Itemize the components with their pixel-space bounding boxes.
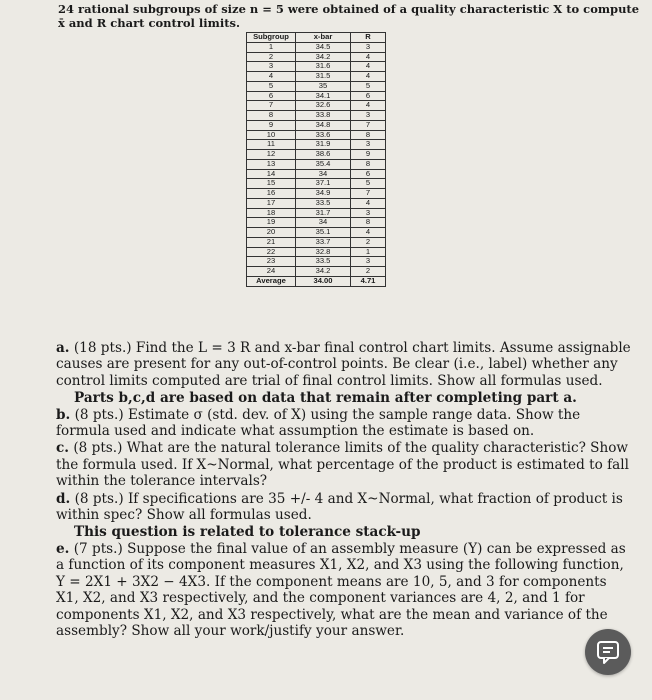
xbar-cell: 31.6 — [296, 62, 351, 72]
table-row — [247, 81, 386, 91]
xbar-cell: 32.8 — [296, 247, 351, 257]
range-cell: 8 — [351, 130, 386, 140]
range-cell: 7 — [351, 120, 386, 130]
question-d-text: (8 pts.) If specifications are 35 +/- 4 and X~Normal, what fraction of product is within spec? Show all formulas used. — [56, 490, 623, 524]
question-list — [56, 340, 632, 640]
range-cell: 3 — [351, 42, 386, 52]
range-cell: 6 — [351, 91, 386, 101]
problem-intro — [58, 2, 640, 30]
subgroup-cell: 16 — [247, 189, 296, 199]
xbar-cell: 32.6 — [296, 101, 351, 111]
subgroup-cell: 5 — [247, 81, 296, 91]
xbar-cell: 34.8 — [296, 120, 351, 130]
subgroup-cell: 12 — [247, 150, 296, 160]
table-row — [247, 198, 386, 208]
table-row — [247, 120, 386, 130]
subgroup-cell: 19 — [247, 218, 296, 228]
range-cell: 5 — [351, 81, 386, 91]
chat-text-icon — [595, 639, 621, 665]
subgroup-cell: 23 — [247, 257, 296, 267]
table-row — [247, 111, 386, 121]
xbar-cell: 35.1 — [296, 228, 351, 238]
table-row — [247, 228, 386, 238]
xbar-cell: 31.5 — [296, 72, 351, 82]
average-range: 4.71 — [351, 276, 386, 286]
table-row — [247, 150, 386, 160]
xbar-cell: 34.2 — [296, 52, 351, 62]
table-row — [247, 159, 386, 169]
question-b-label: b. — [56, 406, 71, 423]
question-e-text: (7 pts.) Suppose the final value of an assembly measure (Y) can be expressed as a function of its component measures X1, X2, and X3 using the following function, Y = 2X1 + 3X2 − 4X3. If the component means are 10, 5, and 3 for components X1, X2, and X3 respectively, and the component variances are 4, 2, and 1 for components X1, X2, and X3 respectively, what are the mean and variance of the assembly? Show all your work/justify your answer. — [56, 540, 626, 639]
subgroup-cell: 1 — [247, 42, 296, 52]
question-b — [56, 407, 632, 440]
xbar-cell: 33.6 — [296, 130, 351, 140]
subgroup-cell: 21 — [247, 237, 296, 247]
range-cell: 3 — [351, 208, 386, 218]
xbar-cell: 33.5 — [296, 198, 351, 208]
table-row — [247, 189, 386, 199]
intro-line-2: x̄ and R chart control limits. — [58, 16, 240, 30]
chat-button[interactable] — [585, 629, 631, 675]
subgroup-cell: 9 — [247, 120, 296, 130]
subgroup-cell: 18 — [247, 208, 296, 218]
xbar-cell: 35.4 — [296, 159, 351, 169]
subgroup-cell: 3 — [247, 62, 296, 72]
xbar-cell: 34.1 — [296, 91, 351, 101]
xbar-cell: 33.5 — [296, 257, 351, 267]
range-cell: 4 — [351, 72, 386, 82]
question-a-text: (18 pts.) Find the L = 3 R and x-bar final control chart limits. Assume assignable causes are present for any out-of-control points. Be clear (i.e., label) whether any control limits computed are trial of final control limits. Show all formulas used. — [56, 340, 631, 389]
question-b-text: (8 pts.) Estimate σ (std. dev. of X) using the sample range data. Show the formula used and indicate what assumption the estimate is based on. — [56, 406, 581, 440]
table-row — [247, 42, 386, 52]
subgroup-cell: 10 — [247, 130, 296, 140]
xbar-cell: 34 — [296, 218, 351, 228]
range-cell: 8 — [351, 159, 386, 169]
range-cell: 4 — [351, 198, 386, 208]
subgroup-cell: 24 — [247, 267, 296, 277]
xbar-cell: 33.8 — [296, 111, 351, 121]
subgroup-cell: 20 — [247, 228, 296, 238]
xbar-cell: 31.7 — [296, 208, 351, 218]
range-cell: 4 — [351, 228, 386, 238]
range-cell: 7 — [351, 189, 386, 199]
question-c-text: (8 pts.) What are the natural tolerance limits of the quality characteristic? Show the formula used. If X~Normal, what percentage of the product is estimated to fall within the tolerance intervals? — [56, 440, 629, 490]
header-range: R — [351, 33, 386, 43]
range-cell: 4 — [351, 52, 386, 62]
xbar-cell: 33.7 — [296, 237, 351, 247]
question-c-label: c. — [56, 440, 70, 457]
xbar-cell: 35 — [296, 81, 351, 91]
range-cell: 6 — [351, 169, 386, 179]
question-a-label: a. — [56, 340, 70, 356]
question-c — [56, 440, 632, 489]
range-cell: 2 — [351, 267, 386, 277]
xbar-cell: 31.9 — [296, 140, 351, 150]
subgroup-data-table — [246, 32, 386, 287]
question-e-label: e. — [56, 540, 70, 557]
header-xbar: x-bar — [296, 33, 351, 43]
subgroup-cell: 6 — [247, 91, 296, 101]
header-subgroup: Subgroup — [247, 33, 296, 43]
range-cell: 5 — [351, 179, 386, 189]
intro-line-1: 24 rational subgroups of size n = 5 were obtained of a quality characteristic X to compute — [58, 2, 640, 16]
xbar-cell: 34.2 — [296, 267, 351, 277]
xbar-cell: 34.5 — [296, 42, 351, 52]
subgroup-cell: 11 — [247, 140, 296, 150]
subgroup-cell: 4 — [247, 72, 296, 82]
section-heading: This question is related to tolerance stack-up — [74, 524, 421, 541]
question-d-label: d. — [56, 490, 71, 507]
table-header-row — [247, 33, 386, 43]
subgroup-cell: 13 — [247, 159, 296, 169]
subgroup-cell: 14 — [247, 169, 296, 179]
table-row — [247, 72, 386, 82]
question-a-note: Parts b,c,d are based on data that remain after completing part a. — [74, 390, 577, 407]
range-cell: 3 — [351, 257, 386, 267]
average-label: Average — [247, 276, 296, 286]
question-e — [56, 541, 632, 639]
subgroup-cell: 17 — [247, 198, 296, 208]
table-row — [247, 237, 386, 247]
table-average-row — [247, 276, 386, 286]
xbar-cell: 34.9 — [296, 189, 351, 199]
range-cell: 9 — [351, 150, 386, 160]
subgroup-cell: 2 — [247, 52, 296, 62]
average-xbar: 34.00 — [296, 276, 351, 286]
question-d — [56, 491, 632, 524]
xbar-cell: 34 — [296, 169, 351, 179]
range-cell: 4 — [351, 101, 386, 111]
xbar-cell: 37.1 — [296, 179, 351, 189]
subgroup-cell: 7 — [247, 101, 296, 111]
table-row — [247, 267, 386, 277]
range-cell: 2 — [351, 237, 386, 247]
range-cell: 4 — [351, 62, 386, 72]
range-cell: 3 — [351, 111, 386, 121]
subgroup-cell: 8 — [247, 111, 296, 121]
range-cell: 1 — [351, 247, 386, 257]
question-a — [56, 340, 632, 389]
range-cell: 3 — [351, 140, 386, 150]
xbar-cell: 38.6 — [296, 150, 351, 160]
subgroup-cell: 22 — [247, 247, 296, 257]
subgroup-cell: 15 — [247, 179, 296, 189]
range-cell: 8 — [351, 218, 386, 228]
